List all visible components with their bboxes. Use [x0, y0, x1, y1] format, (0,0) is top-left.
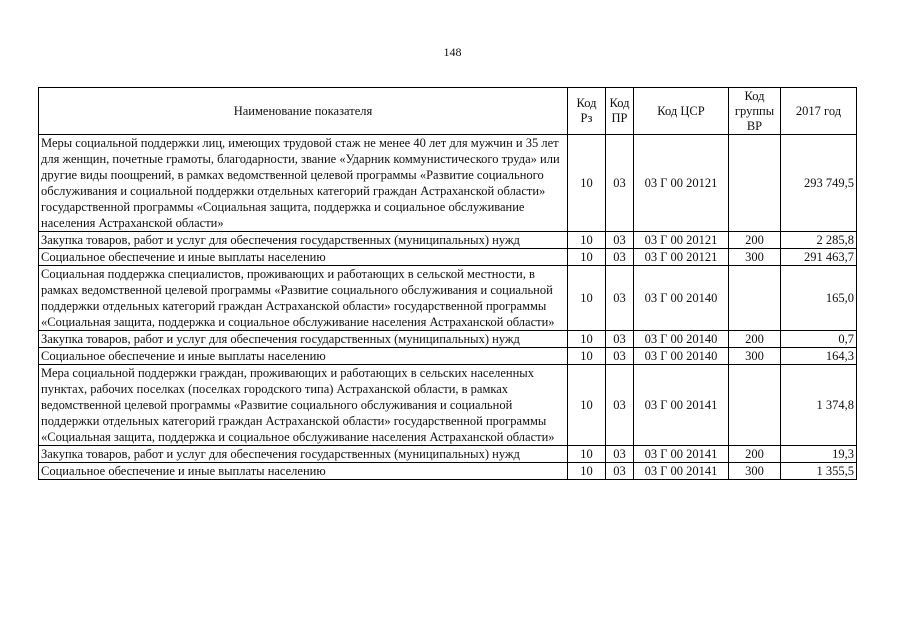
row-vr: 300: [729, 463, 781, 480]
row-amount: 19,3: [781, 446, 857, 463]
row-amount: 164,3: [781, 348, 857, 365]
row-csr: 03 Г 00 20140: [634, 266, 729, 331]
header-csr: Код ЦСР: [634, 88, 729, 135]
header-name: Наименование показателя: [39, 88, 568, 135]
row-csr: 03 Г 00 20121: [634, 135, 729, 232]
row-pr: 03: [606, 463, 634, 480]
row-amount: 2 285,8: [781, 232, 857, 249]
row-amount: 0,7: [781, 331, 857, 348]
table-row: [39, 135, 857, 232]
table-row: [39, 446, 857, 463]
header-row: [39, 88, 857, 135]
row-csr: 03 Г 00 20121: [634, 232, 729, 249]
row-amount: 1 374,8: [781, 365, 857, 446]
row-csr: 03 Г 00 20121: [634, 249, 729, 266]
row-name: Закупка товаров, работ и услуг для обеспечения государственных (муниципальных) нужд: [39, 446, 568, 463]
row-name: Социальное обеспечение и иные выплаты населению: [39, 463, 568, 480]
table-row: [39, 463, 857, 480]
row-vr: [729, 365, 781, 446]
header-year: 2017 год: [781, 88, 857, 135]
table-row: [39, 249, 857, 266]
header-rz: Код Рз: [568, 88, 606, 135]
row-rz: 10: [568, 266, 606, 331]
header-pr: Код ПР: [606, 88, 634, 135]
row-pr: 03: [606, 249, 634, 266]
budget-table: [38, 87, 857, 480]
row-rz: 10: [568, 463, 606, 480]
row-vr: [729, 266, 781, 331]
row-rz: 10: [568, 232, 606, 249]
row-vr: 200: [729, 232, 781, 249]
table-row: [39, 266, 857, 331]
row-amount: 291 463,7: [781, 249, 857, 266]
row-name: Меры социальной поддержки лиц, имеющих трудовой стаж не менее 40 лет для мужчин и 35 лет для женщин, почетные грамоты, благодарности, звание «Ударник коммунистического труда» или другие виды поощрений, в рамках ведомственной целевой программы «Развитие социального обслуживания и социальной поддержки отдельных категорий граждан Астраханской области» государственной программы «Социальная защита, поддержка и социальное обслуживание населения Астраханской области»: [39, 135, 568, 232]
row-rz: 10: [568, 365, 606, 446]
row-vr: [729, 135, 781, 232]
row-rz: 10: [568, 135, 606, 232]
table-row: [39, 348, 857, 365]
row-csr: 03 Г 00 20141: [634, 463, 729, 480]
row-name: Закупка товаров, работ и услуг для обеспечения государственных (муниципальных) нужд: [39, 331, 568, 348]
page-number: 148: [443, 45, 462, 59]
row-pr: 03: [606, 135, 634, 232]
row-vr: 200: [729, 446, 781, 463]
row-csr: 03 Г 00 20141: [634, 446, 729, 463]
table-row: [39, 365, 857, 446]
row-name: Социальное обеспечение и иные выплаты населению: [39, 249, 568, 266]
row-amount: 293 749,5: [781, 135, 857, 232]
header-vr: Код группы ВР: [729, 88, 781, 135]
row-vr: 300: [729, 348, 781, 365]
row-csr: 03 Г 00 20141: [634, 365, 729, 446]
row-pr: 03: [606, 232, 634, 249]
row-vr: 200: [729, 331, 781, 348]
row-csr: 03 Г 00 20140: [634, 348, 729, 365]
row-name: Мера социальной поддержки граждан, проживающих и работающих в сельских населенных пунктах, рабочих поселках (поселках городского типа) Астраханской области, в рамках ведомственной целевой программы «Развитие социального обслуживания и социальной поддержки отдельных категорий граждан Астраханской области» государственной программы «Социальная защита, поддержка и социальное обслуживание населения Астраханской области»: [39, 365, 568, 446]
row-pr: 03: [606, 446, 634, 463]
row-name: Социальная поддержка специалистов, проживающих и работающих в сельской местности, в рамках ведомственной целевой программы «Развитие социального обслуживания и социальной поддержки отдельных категорий граждан Астраханской области» государственной программы «Социальная защита, поддержка и социальное обслуживание населения Астраханской области»: [39, 266, 568, 331]
row-pr: 03: [606, 266, 634, 331]
row-vr: 300: [729, 249, 781, 266]
row-rz: 10: [568, 348, 606, 365]
row-rz: 10: [568, 446, 606, 463]
row-amount: 165,0: [781, 266, 857, 331]
table-row: [39, 232, 857, 249]
row-pr: 03: [606, 348, 634, 365]
row-name: Закупка товаров, работ и услуг для обеспечения государственных (муниципальных) нужд: [39, 232, 568, 249]
row-pr: 03: [606, 331, 634, 348]
row-rz: 10: [568, 249, 606, 266]
row-name: Социальное обеспечение и иные выплаты населению: [39, 348, 568, 365]
table-row: [39, 331, 857, 348]
row-amount: 1 355,5: [781, 463, 857, 480]
row-pr: 03: [606, 365, 634, 446]
row-csr: 03 Г 00 20140: [634, 331, 729, 348]
row-rz: 10: [568, 331, 606, 348]
